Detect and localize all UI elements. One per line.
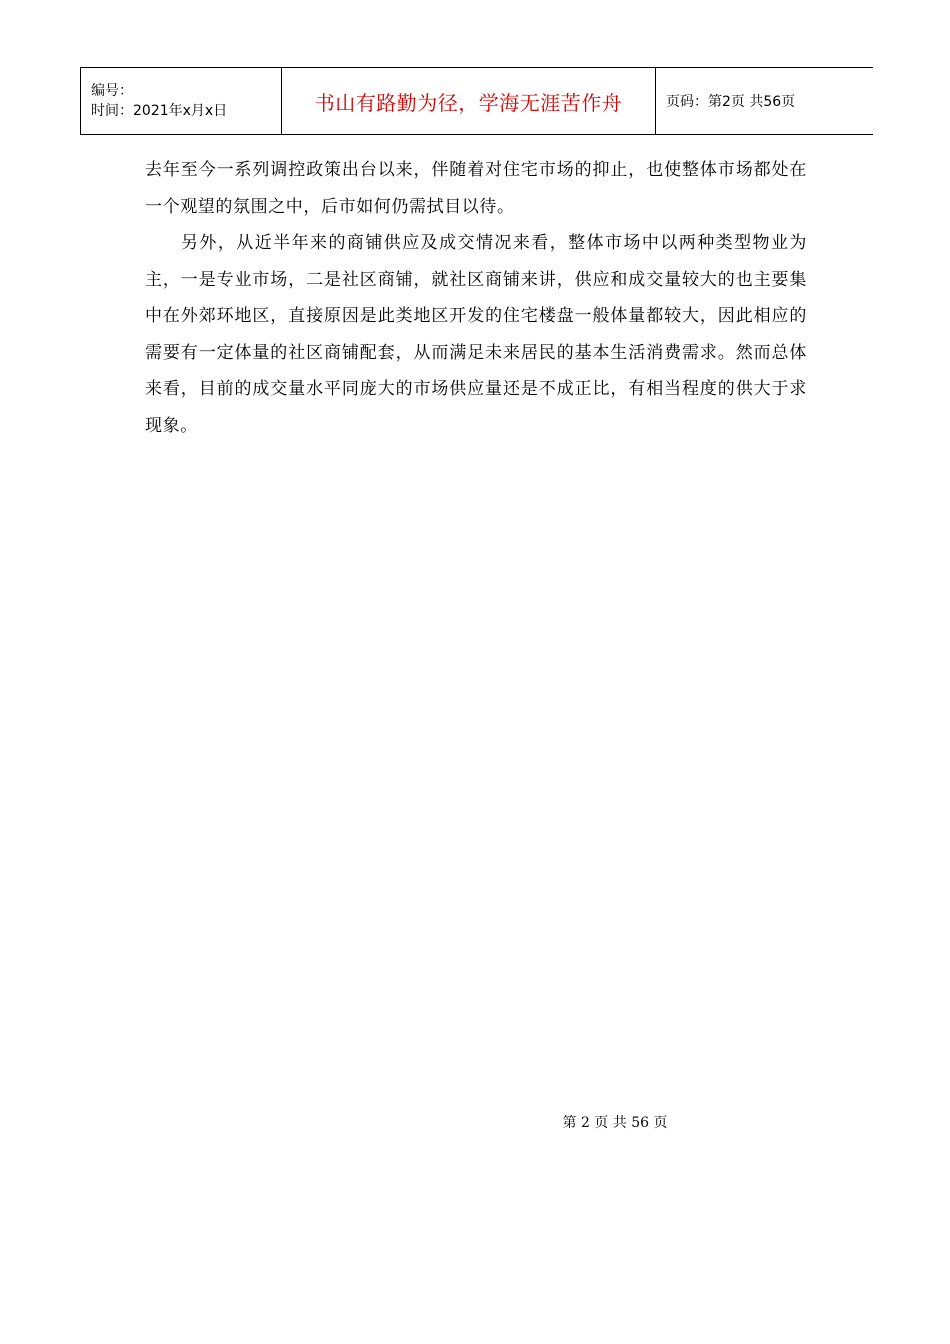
page-code: 页码：第2页 共56页 [666, 94, 796, 110]
paragraph: 另外，从近半年来的商铺供应及成交情况来看，整体市场中以两种类型物业为主，一是专业市场，二是社区商铺，就社区商铺来讲，供应和成交量较大的也主要集中在外郊环地区，直接原因是此类地区开发的住宅楼盘一般体量都较大，因此相应的需要有一定体量的社区商铺配套，从而满足未来居民的基本生活消费需求。然而总体来看，目前的成交量水平同庞大的市场供应量还是不成正比，有相当程度的供大于求现象。 [145, 233, 807, 436]
document-body [145, 152, 807, 444]
header-meta-cell [81, 68, 282, 135]
header-motto-cell [282, 68, 656, 135]
document-number: 编号： [91, 83, 133, 99]
motto-text: 书山有路勤为径，学海无涯苦作舟 [314, 90, 623, 115]
document-date: 时间：2021年x月x日 [91, 103, 228, 119]
header-page-cell [656, 68, 874, 135]
document-header [80, 67, 873, 135]
paragraph: 去年至今一系列调控政策出台以来，伴随着对住宅市场的抑止，也使整体市场都处在一个观望的氛围之中，后市如何仍需拭目以待。 [145, 160, 807, 217]
page-footer: 第 2 页 共 56 页 [562, 1115, 668, 1131]
